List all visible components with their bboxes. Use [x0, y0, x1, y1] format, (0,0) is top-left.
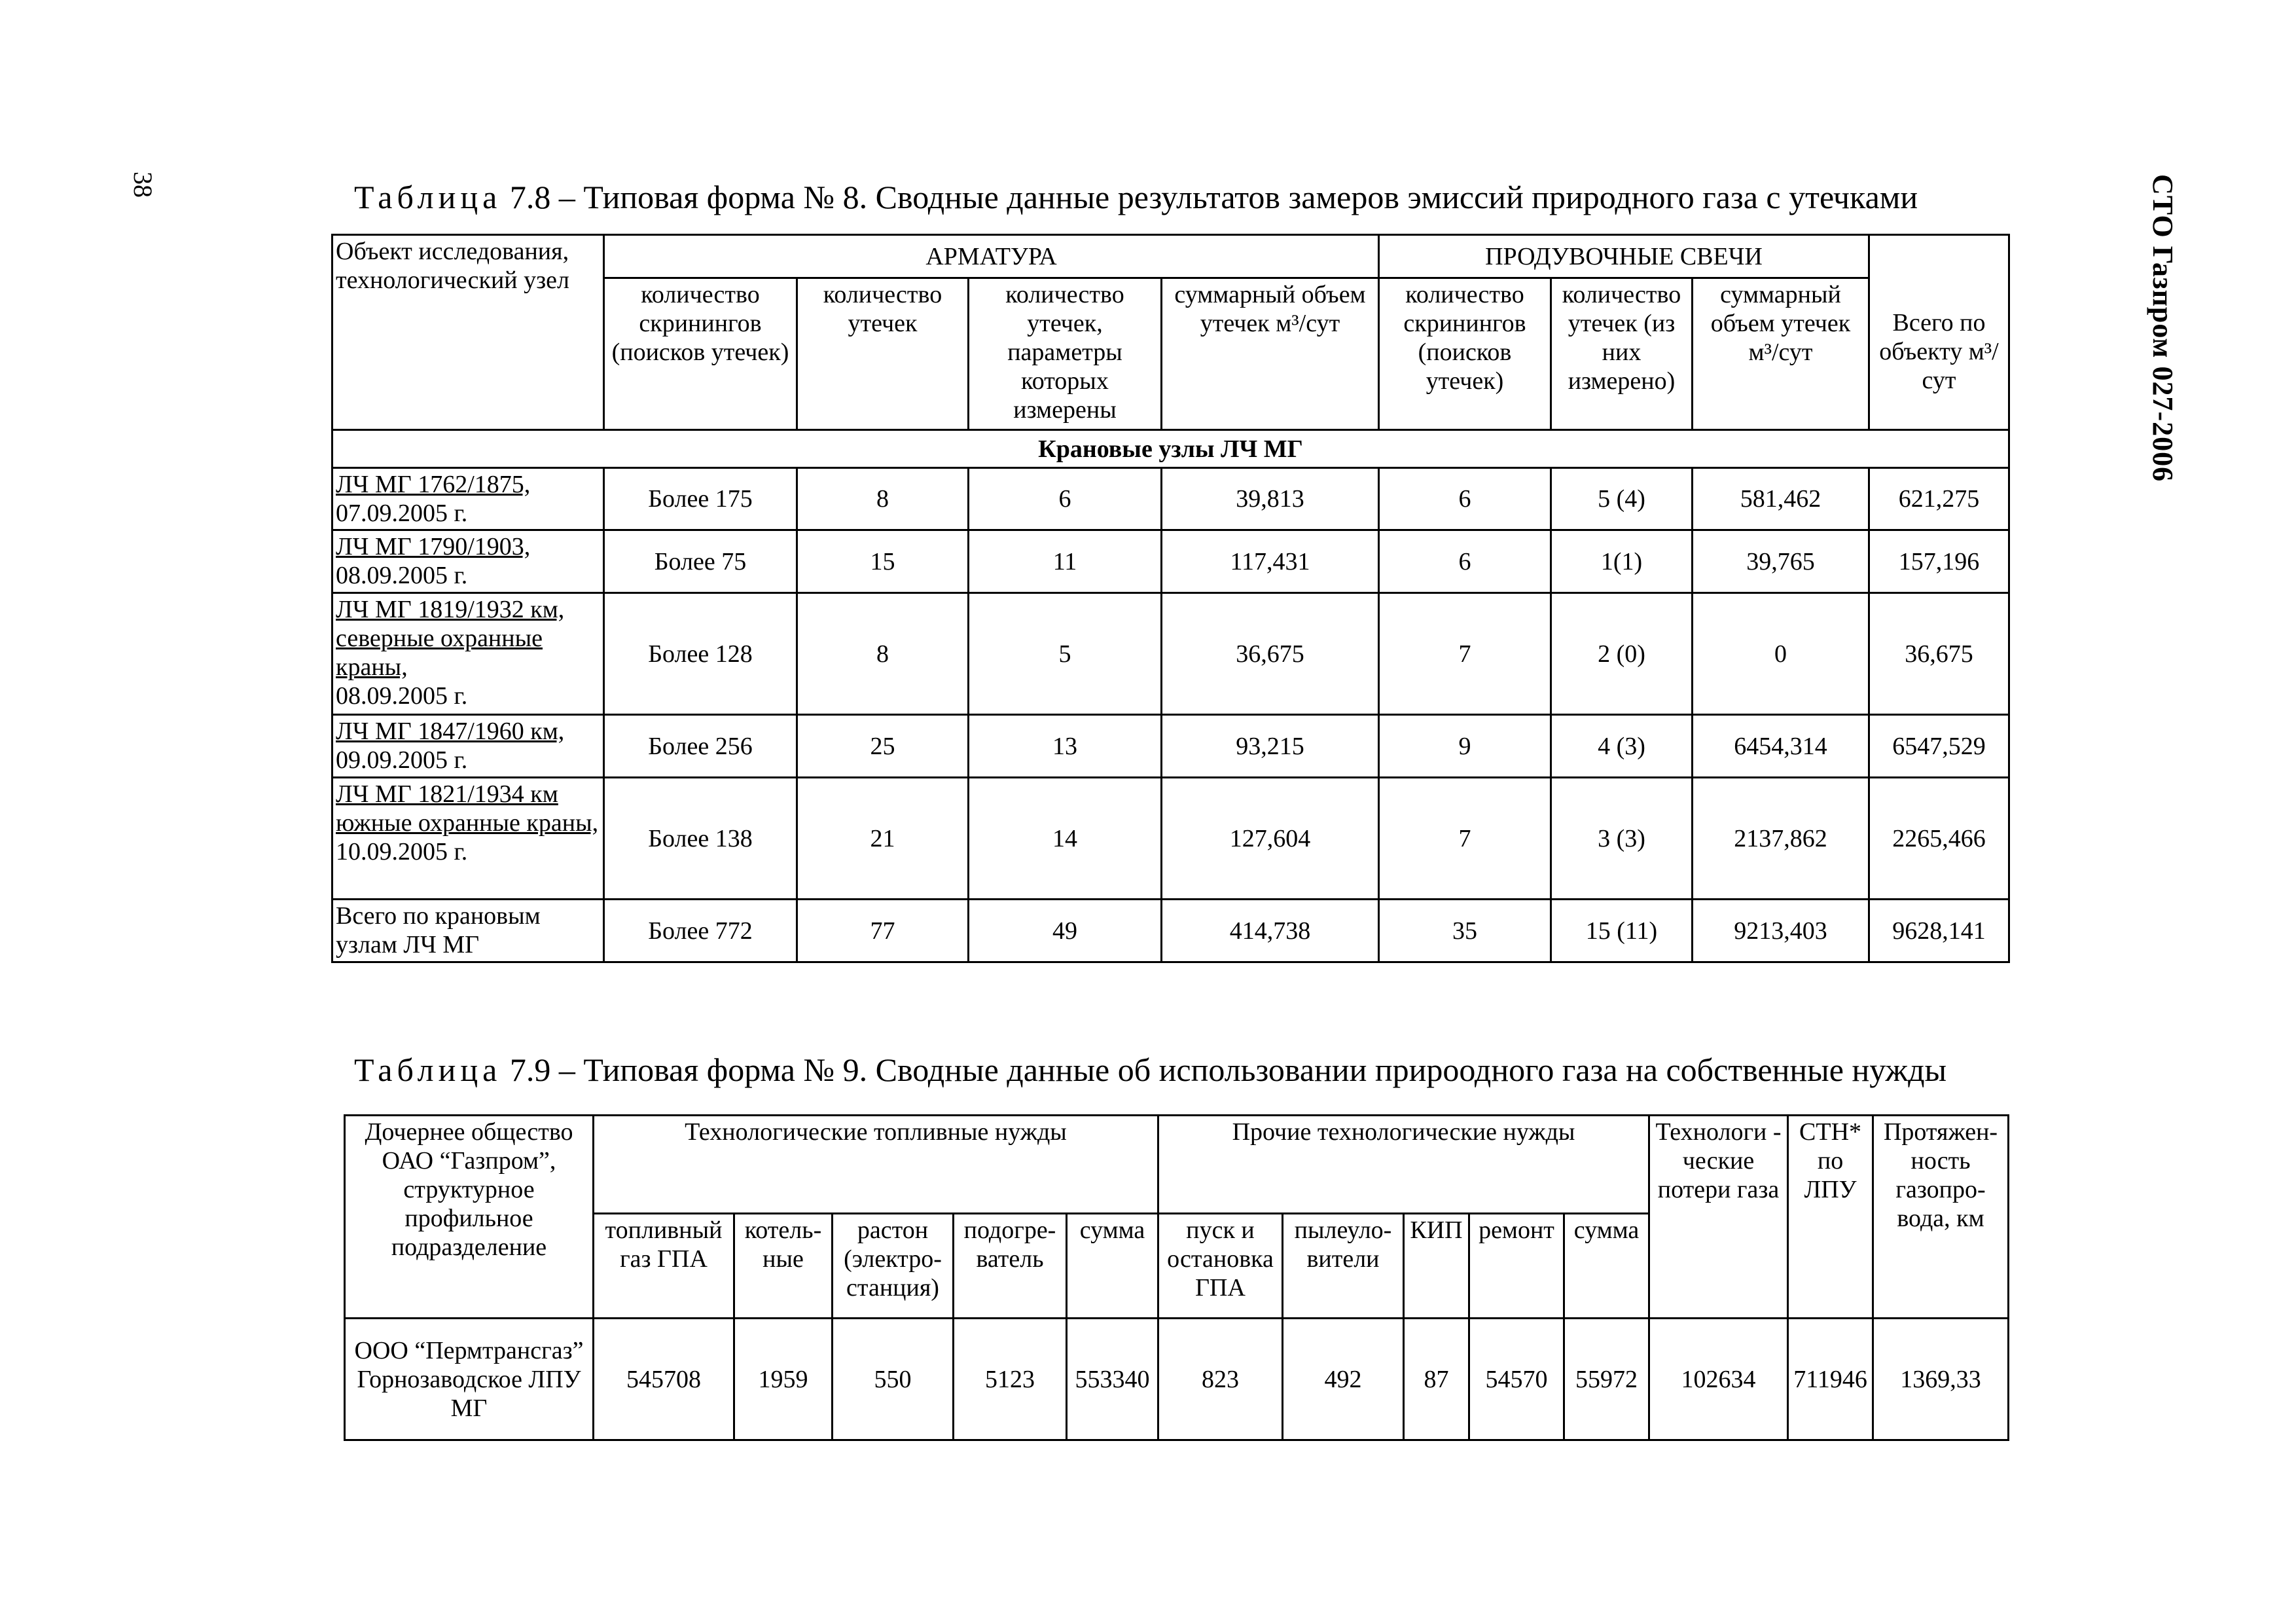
- header-f4: подогре- ватель: [954, 1214, 1067, 1319]
- cell: Более 175: [604, 468, 797, 530]
- row-date: 08.09.2005 г.: [336, 562, 468, 589]
- cell: 492: [1283, 1319, 1404, 1440]
- cell: Более 75: [604, 530, 797, 593]
- header-org: Дочернее общество ОАО “Газпром”, структурное профильное подразделение: [345, 1116, 594, 1319]
- row-name-cell: [332, 593, 604, 715]
- cell: 7: [1379, 778, 1551, 900]
- cell: 6: [1379, 530, 1551, 593]
- total-cell: 77: [797, 900, 969, 962]
- header-f5: сумма: [1067, 1214, 1158, 1319]
- cell: Более 256: [604, 715, 797, 778]
- header-f1: топливный газ ГПА: [594, 1214, 734, 1319]
- cell: 5 (4): [1551, 468, 1693, 530]
- header-f3: растон (электро- станция): [833, 1214, 954, 1319]
- row-name-cell: [332, 468, 604, 530]
- table-7-9: [344, 1114, 2009, 1441]
- cell: 621,275: [1869, 468, 2009, 530]
- header-s1: количество скринингов (поисков утечек): [1379, 278, 1551, 430]
- cell: 4 (3): [1551, 715, 1693, 778]
- cell: 93,215: [1162, 715, 1379, 778]
- cell: 553340: [1067, 1319, 1158, 1440]
- cell: 55972: [1564, 1319, 1649, 1440]
- cell: 6: [969, 468, 1162, 530]
- table-7-8-caption: [354, 178, 1918, 216]
- cell: 2265,466: [1869, 778, 2009, 900]
- row-date: 08.09.2005 г.: [336, 682, 468, 710]
- cell: 15: [797, 530, 969, 593]
- caption-text: 7.8 – Типовая форма № 8. Сводные данные результатов замеров эмиссий природного газа с утечками: [501, 179, 1918, 215]
- caption-text: 7.9 – Типовая форма № 9. Сводные данные об использовании прироодного газа на собственные нужды: [501, 1051, 1947, 1088]
- cell: 1369,33: [1873, 1319, 2009, 1440]
- total-cell: Более 772: [604, 900, 797, 962]
- total-cell: 15 (11): [1551, 900, 1693, 962]
- cell: Более 128: [604, 593, 797, 715]
- cell: 13: [969, 715, 1162, 778]
- table-7-9-caption: [354, 1051, 1946, 1089]
- table-7-8: [331, 234, 2010, 963]
- cell: 1959: [734, 1319, 833, 1440]
- header-losses: Технологи - ческие потери газа: [1649, 1116, 1788, 1319]
- cell: 36,675: [1162, 593, 1379, 715]
- cell: 21: [797, 778, 969, 900]
- cell: 157,196: [1869, 530, 2009, 593]
- header-armatura: АРМАТУРА: [604, 235, 1379, 278]
- cell: 54570: [1469, 1319, 1564, 1440]
- row-name: ЛЧ МГ 1790/1903,: [336, 533, 531, 560]
- header-o3: КИП: [1404, 1214, 1469, 1319]
- cell: 117,431: [1162, 530, 1379, 593]
- header-total: Всего по объекту м³/сут: [1869, 235, 2009, 430]
- header-f2: котель- ные: [734, 1214, 833, 1319]
- header-fuel-needs: Технологические топливные нужды: [594, 1116, 1158, 1214]
- total-cell: 49: [969, 900, 1162, 962]
- row-date: 09.09.2005 г.: [336, 746, 468, 774]
- header-a3: количество утечек, параметры которых измерены: [969, 278, 1162, 430]
- cell: 102634: [1649, 1319, 1788, 1440]
- row-date: 10.09.2005 г.: [336, 838, 468, 866]
- row-name-cell: [332, 778, 604, 900]
- header-o4: ремонт: [1469, 1214, 1564, 1319]
- header-o1: пуск и остановка ГПА: [1158, 1214, 1283, 1319]
- header-o5: сумма: [1564, 1214, 1649, 1319]
- cell: 5123: [954, 1319, 1067, 1440]
- document-code: СТО Газпром 027-2006: [2147, 174, 2179, 483]
- total-label: Всего по крановым узлам ЛЧ МГ: [332, 900, 604, 962]
- header-a2: количество утечек: [797, 278, 969, 430]
- cell: 14: [969, 778, 1162, 900]
- cell: 11: [969, 530, 1162, 593]
- cell: 2 (0): [1551, 593, 1693, 715]
- row-name: ЛЧ МГ 1821/1934 км южные охранные краны,: [336, 780, 599, 837]
- cell: 8: [797, 593, 969, 715]
- row-name-cell: [332, 715, 604, 778]
- cell: 581,462: [1693, 468, 1869, 530]
- caption-label: Таблица: [354, 1051, 502, 1088]
- row-name: ЛЧ МГ 1819/1932 км, северные охранные краны,: [336, 596, 565, 681]
- header-stn: СТН* по ЛПУ: [1788, 1116, 1873, 1319]
- header-length: Протяжен- ность газопро- вода, км: [1873, 1116, 2009, 1319]
- row-name-cell: [332, 530, 604, 593]
- row-name: ЛЧ МГ 1762/1875,: [336, 471, 531, 498]
- cell: 711946: [1788, 1319, 1873, 1440]
- cell: 8: [797, 468, 969, 530]
- cell: 25: [797, 715, 969, 778]
- header-other-needs: Прочие технологические нужды: [1158, 1116, 1649, 1214]
- cell: 550: [833, 1319, 954, 1440]
- cell: 7: [1379, 593, 1551, 715]
- row-name: ЛЧ МГ 1847/1960 км,: [336, 718, 565, 745]
- cell: 3 (3): [1551, 778, 1693, 900]
- cell: 39,765: [1693, 530, 1869, 593]
- cell: 6: [1379, 468, 1551, 530]
- cell: 823: [1158, 1319, 1283, 1440]
- cell: 87: [1404, 1319, 1469, 1440]
- cell: 6547,529: [1869, 715, 2009, 778]
- header-svechi: ПРОДУВОЧНЫЕ СВЕЧИ: [1379, 235, 1869, 278]
- cell: 545708: [594, 1319, 734, 1440]
- total-cell: 9213,403: [1693, 900, 1869, 962]
- header-o2: пылеуло- вители: [1283, 1214, 1404, 1319]
- cell: 0: [1693, 593, 1869, 715]
- header-object: Объект исследования, технологический узел: [332, 235, 604, 430]
- cell: 2137,862: [1693, 778, 1869, 900]
- header-a4: суммарный объем утечек м³/сут: [1162, 278, 1379, 430]
- cell: 5: [969, 593, 1162, 715]
- cell: 6454,314: [1693, 715, 1869, 778]
- header-a1: количество скринингов (поисков утечек): [604, 278, 797, 430]
- total-cell: 35: [1379, 900, 1551, 962]
- page-number: 38: [128, 172, 158, 198]
- cell: 1(1): [1551, 530, 1693, 593]
- cell: 9: [1379, 715, 1551, 778]
- row-date: 07.09.2005 г.: [336, 500, 468, 527]
- header-s3: суммарный объем утечек м³/сут: [1693, 278, 1869, 430]
- cell: Более 138: [604, 778, 797, 900]
- caption-label: Таблица: [354, 179, 502, 215]
- total-cell: 9628,141: [1869, 900, 2009, 962]
- total-cell: 414,738: [1162, 900, 1379, 962]
- header-s2: количество утечек (из них измерено): [1551, 278, 1693, 430]
- section-header: Крановые узлы ЛЧ МГ: [332, 430, 2009, 468]
- cell: 127,604: [1162, 778, 1379, 900]
- cell: 36,675: [1869, 593, 2009, 715]
- cell: 39,813: [1162, 468, 1379, 530]
- org-name: ООО “Пермтрансгаз” Горнозаводское ЛПУ МГ: [345, 1319, 594, 1440]
